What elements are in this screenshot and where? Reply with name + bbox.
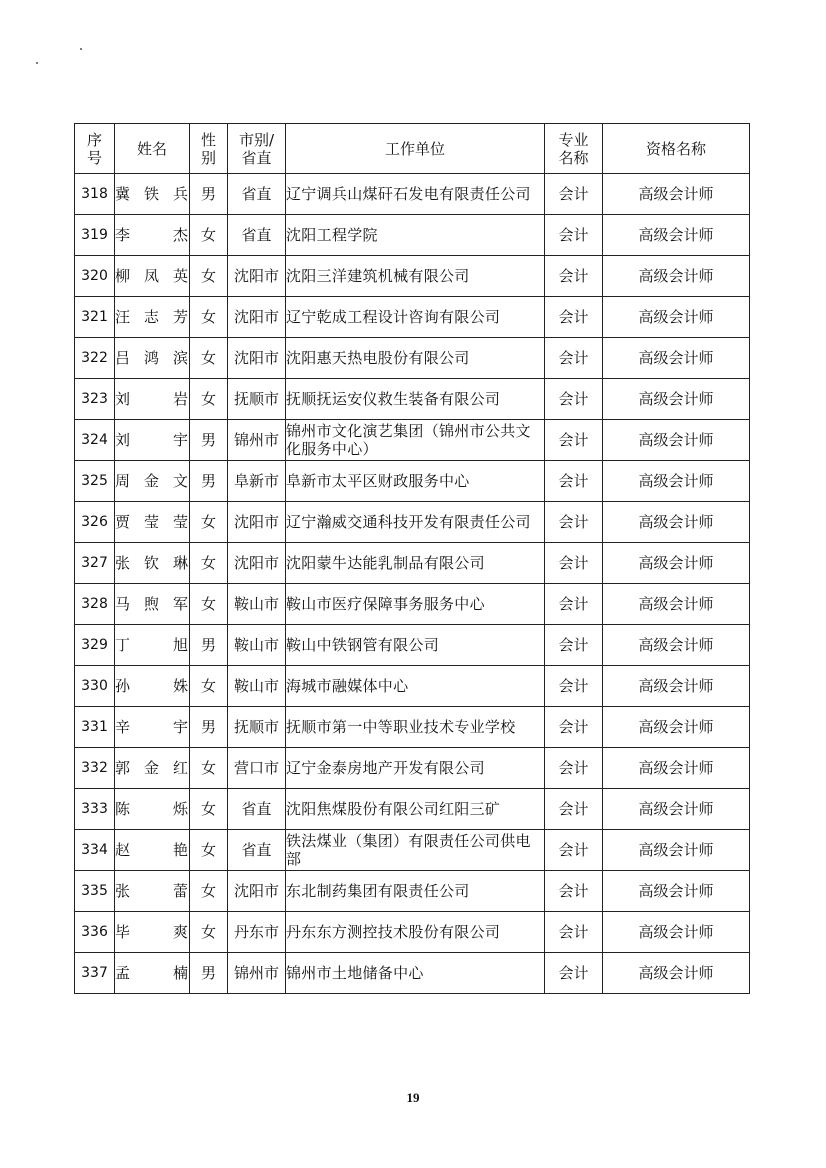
qualification-cell: 高级会计师 (603, 256, 750, 297)
qualification-cell: 高级会计师 (603, 420, 750, 461)
gender-cell: 男 (190, 461, 228, 502)
major-cell: 会计 (545, 584, 603, 625)
gender-cell: 女 (190, 912, 228, 953)
gender-cell: 男 (190, 707, 228, 748)
major-cell: 会计 (545, 666, 603, 707)
city-cell: 阜新市 (228, 461, 286, 502)
person-name-cell: 刘岩 (115, 379, 190, 420)
major-cell: 会计 (545, 912, 603, 953)
major-cell: 会计 (545, 338, 603, 379)
header-num (75, 124, 115, 174)
table-row (75, 912, 750, 953)
major-cell: 会计 (545, 256, 603, 297)
city-cell: 鞍山市 (228, 625, 286, 666)
city-cell: 营口市 (228, 748, 286, 789)
work-unit-cell: 沈阳三洋建筑机械有限公司 (286, 256, 545, 297)
table-row (75, 830, 750, 871)
work-unit-cell: 沈阳惠天热电股份有限公司 (286, 338, 545, 379)
gender-cell: 女 (190, 297, 228, 338)
table-row (75, 379, 750, 420)
page-number: 19 (406, 1090, 420, 1105)
table-row (75, 871, 750, 912)
row-number-cell: 329 (75, 625, 115, 666)
major-cell: 会计 (545, 748, 603, 789)
work-unit-cell: 海城市融媒体中心 (286, 666, 545, 707)
table-row (75, 584, 750, 625)
row-number-cell: 332 (75, 748, 115, 789)
row-number-cell: 322 (75, 338, 115, 379)
city-cell: 沈阳市 (228, 256, 286, 297)
person-name-cell: 张钦琳 (115, 543, 190, 584)
table-row (75, 461, 750, 502)
major-cell: 会计 (545, 830, 603, 871)
qualification-cell: 高级会计师 (603, 174, 750, 215)
header-unit: 工作单位 (286, 124, 545, 174)
qualification-cell: 高级会计师 (603, 830, 750, 871)
work-unit-cell: 沈阳工程学院 (286, 215, 545, 256)
header-major (545, 124, 603, 174)
person-name-cell: 柳凤英 (115, 256, 190, 297)
table-row (75, 953, 750, 994)
major-cell: 会计 (545, 871, 603, 912)
gender-cell: 女 (190, 584, 228, 625)
gender-cell: 女 (190, 871, 228, 912)
scan-speck (36, 62, 38, 64)
work-unit-cell: 辽宁乾成工程设计咨询有限公司 (286, 297, 545, 338)
city-cell: 沈阳市 (228, 502, 286, 543)
roster-body (75, 174, 750, 994)
qualification-cell: 高级会计师 (603, 379, 750, 420)
work-unit-cell: 阜新市太平区财政服务中心 (286, 461, 545, 502)
table-row (75, 543, 750, 584)
qualification-cell: 高级会计师 (603, 666, 750, 707)
person-name-cell: 辛宇 (115, 707, 190, 748)
city-cell: 抚顺市 (228, 379, 286, 420)
header-gender-label: 性别 (200, 130, 216, 167)
qualification-cell: 高级会计师 (603, 707, 750, 748)
qualification-cell: 高级会计师 (603, 789, 750, 830)
city-cell: 鞍山市 (228, 666, 286, 707)
major-cell: 会计 (545, 297, 603, 338)
header-city-label: 市别/省直 (238, 130, 275, 167)
person-name-cell: 周金文 (115, 461, 190, 502)
work-unit-cell: 丹东东方测控技术股份有限公司 (286, 912, 545, 953)
table-row (75, 297, 750, 338)
major-cell: 会计 (545, 461, 603, 502)
header-major-label: 专业名称 (558, 130, 589, 167)
gender-cell: 女 (190, 256, 228, 297)
row-number-cell: 330 (75, 666, 115, 707)
city-cell: 沈阳市 (228, 297, 286, 338)
city-cell: 锦州市 (228, 953, 286, 994)
work-unit-cell: 抚顺抚运安仪救生装备有限公司 (286, 379, 545, 420)
major-cell: 会计 (545, 174, 603, 215)
major-cell: 会计 (545, 543, 603, 584)
city-cell: 丹东市 (228, 912, 286, 953)
row-number-cell: 320 (75, 256, 115, 297)
header-city (228, 124, 286, 174)
gender-cell: 女 (190, 789, 228, 830)
work-unit-cell: 东北制药集团有限责任公司 (286, 871, 545, 912)
person-name-cell: 冀铁兵 (115, 174, 190, 215)
gender-cell: 女 (190, 666, 228, 707)
city-cell: 沈阳市 (228, 871, 286, 912)
work-unit-cell: 辽宁调兵山煤矸石发电有限责任公司 (286, 174, 545, 215)
gender-cell: 女 (190, 502, 228, 543)
person-name-cell: 孙姝 (115, 666, 190, 707)
qualification-cell: 高级会计师 (603, 502, 750, 543)
work-unit-cell: 鞍山中铁钢管有限公司 (286, 625, 545, 666)
person-name-cell: 张蕾 (115, 871, 190, 912)
table-row (75, 625, 750, 666)
person-name-cell: 贾莹莹 (115, 502, 190, 543)
qualification-cell: 高级会计师 (603, 748, 750, 789)
person-name-cell: 马煦军 (115, 584, 190, 625)
city-cell: 鞍山市 (228, 584, 286, 625)
person-name-cell: 汪志芳 (115, 297, 190, 338)
table-row (75, 666, 750, 707)
city-cell: 省直 (228, 830, 286, 871)
qualification-cell: 高级会计师 (603, 625, 750, 666)
qualification-cell: 高级会计师 (603, 871, 750, 912)
work-unit-cell: 沈阳焦煤股份有限公司红阳三矿 (286, 789, 545, 830)
qualification-cell: 高级会计师 (603, 338, 750, 379)
person-name-cell: 丁旭 (115, 625, 190, 666)
person-name-cell: 孟楠 (115, 953, 190, 994)
row-number-cell: 323 (75, 379, 115, 420)
gender-cell: 女 (190, 338, 228, 379)
city-cell: 省直 (228, 215, 286, 256)
person-name-cell: 陈烁 (115, 789, 190, 830)
table-row (75, 338, 750, 379)
header-name: 姓名 (115, 124, 190, 174)
table-header-row (75, 124, 750, 174)
row-number-cell: 328 (75, 584, 115, 625)
row-number-cell: 333 (75, 789, 115, 830)
city-cell: 抚顺市 (228, 707, 286, 748)
major-cell: 会计 (545, 953, 603, 994)
qualification-cell: 高级会计师 (603, 297, 750, 338)
row-number-cell: 334 (75, 830, 115, 871)
table-row (75, 789, 750, 830)
major-cell: 会计 (545, 707, 603, 748)
city-cell: 沈阳市 (228, 543, 286, 584)
major-cell: 会计 (545, 379, 603, 420)
row-number-cell: 319 (75, 215, 115, 256)
qualification-cell: 高级会计师 (603, 543, 750, 584)
major-cell: 会计 (545, 502, 603, 543)
person-name-cell: 李杰 (115, 215, 190, 256)
table-row (75, 215, 750, 256)
row-number-cell: 327 (75, 543, 115, 584)
gender-cell: 女 (190, 379, 228, 420)
major-cell: 会计 (545, 215, 603, 256)
table-row (75, 174, 750, 215)
header-qual: 资格名称 (603, 124, 750, 174)
roster-table (74, 123, 750, 994)
work-unit-cell: 辽宁金泰房地产开发有限公司 (286, 748, 545, 789)
gender-cell: 男 (190, 953, 228, 994)
qualification-cell: 高级会计师 (603, 215, 750, 256)
work-unit-cell: 沈阳蒙牛达能乳制品有限公司 (286, 543, 545, 584)
table-row (75, 707, 750, 748)
city-cell: 沈阳市 (228, 338, 286, 379)
row-number-cell: 325 (75, 461, 115, 502)
row-number-cell: 318 (75, 174, 115, 215)
major-cell: 会计 (545, 420, 603, 461)
scan-speck (80, 48, 82, 50)
city-cell: 锦州市 (228, 420, 286, 461)
gender-cell: 男 (190, 174, 228, 215)
header-num-label: 序号 (86, 130, 102, 167)
gender-cell: 女 (190, 748, 228, 789)
gender-cell: 女 (190, 215, 228, 256)
row-number-cell: 337 (75, 953, 115, 994)
table-row (75, 420, 750, 461)
row-number-cell: 324 (75, 420, 115, 461)
person-name-cell: 刘宇 (115, 420, 190, 461)
qualification-cell: 高级会计师 (603, 584, 750, 625)
gender-cell: 女 (190, 543, 228, 584)
gender-cell: 男 (190, 420, 228, 461)
gender-cell: 女 (190, 830, 228, 871)
work-unit-cell: 鞍山市医疗保障事务服务中心 (286, 584, 545, 625)
table-row (75, 256, 750, 297)
city-cell: 省直 (228, 174, 286, 215)
major-cell: 会计 (545, 789, 603, 830)
gender-cell: 男 (190, 625, 228, 666)
row-number-cell: 336 (75, 912, 115, 953)
person-name-cell: 赵艳 (115, 830, 190, 871)
work-unit-cell: 锦州市文化演艺集团（锦州市公共文化服务中心） (286, 420, 545, 461)
work-unit-cell: 铁法煤业（集团）有限责任公司供电部 (286, 830, 545, 871)
header-gender (190, 124, 228, 174)
major-cell: 会计 (545, 625, 603, 666)
qualification-cell: 高级会计师 (603, 953, 750, 994)
person-name-cell: 郭金红 (115, 748, 190, 789)
table-row (75, 502, 750, 543)
table-row (75, 748, 750, 789)
work-unit-cell: 抚顺市第一中等职业技术专业学校 (286, 707, 545, 748)
qualification-cell: 高级会计师 (603, 912, 750, 953)
row-number-cell: 331 (75, 707, 115, 748)
city-cell: 省直 (228, 789, 286, 830)
row-number-cell: 321 (75, 297, 115, 338)
qualification-cell: 高级会计师 (603, 461, 750, 502)
work-unit-cell: 锦州市土地储备中心 (286, 953, 545, 994)
row-number-cell: 326 (75, 502, 115, 543)
work-unit-cell: 辽宁瀚威交通科技开发有限责任公司 (286, 502, 545, 543)
person-name-cell: 毕爽 (115, 912, 190, 953)
person-name-cell: 吕鸿滨 (115, 338, 190, 379)
row-number-cell: 335 (75, 871, 115, 912)
